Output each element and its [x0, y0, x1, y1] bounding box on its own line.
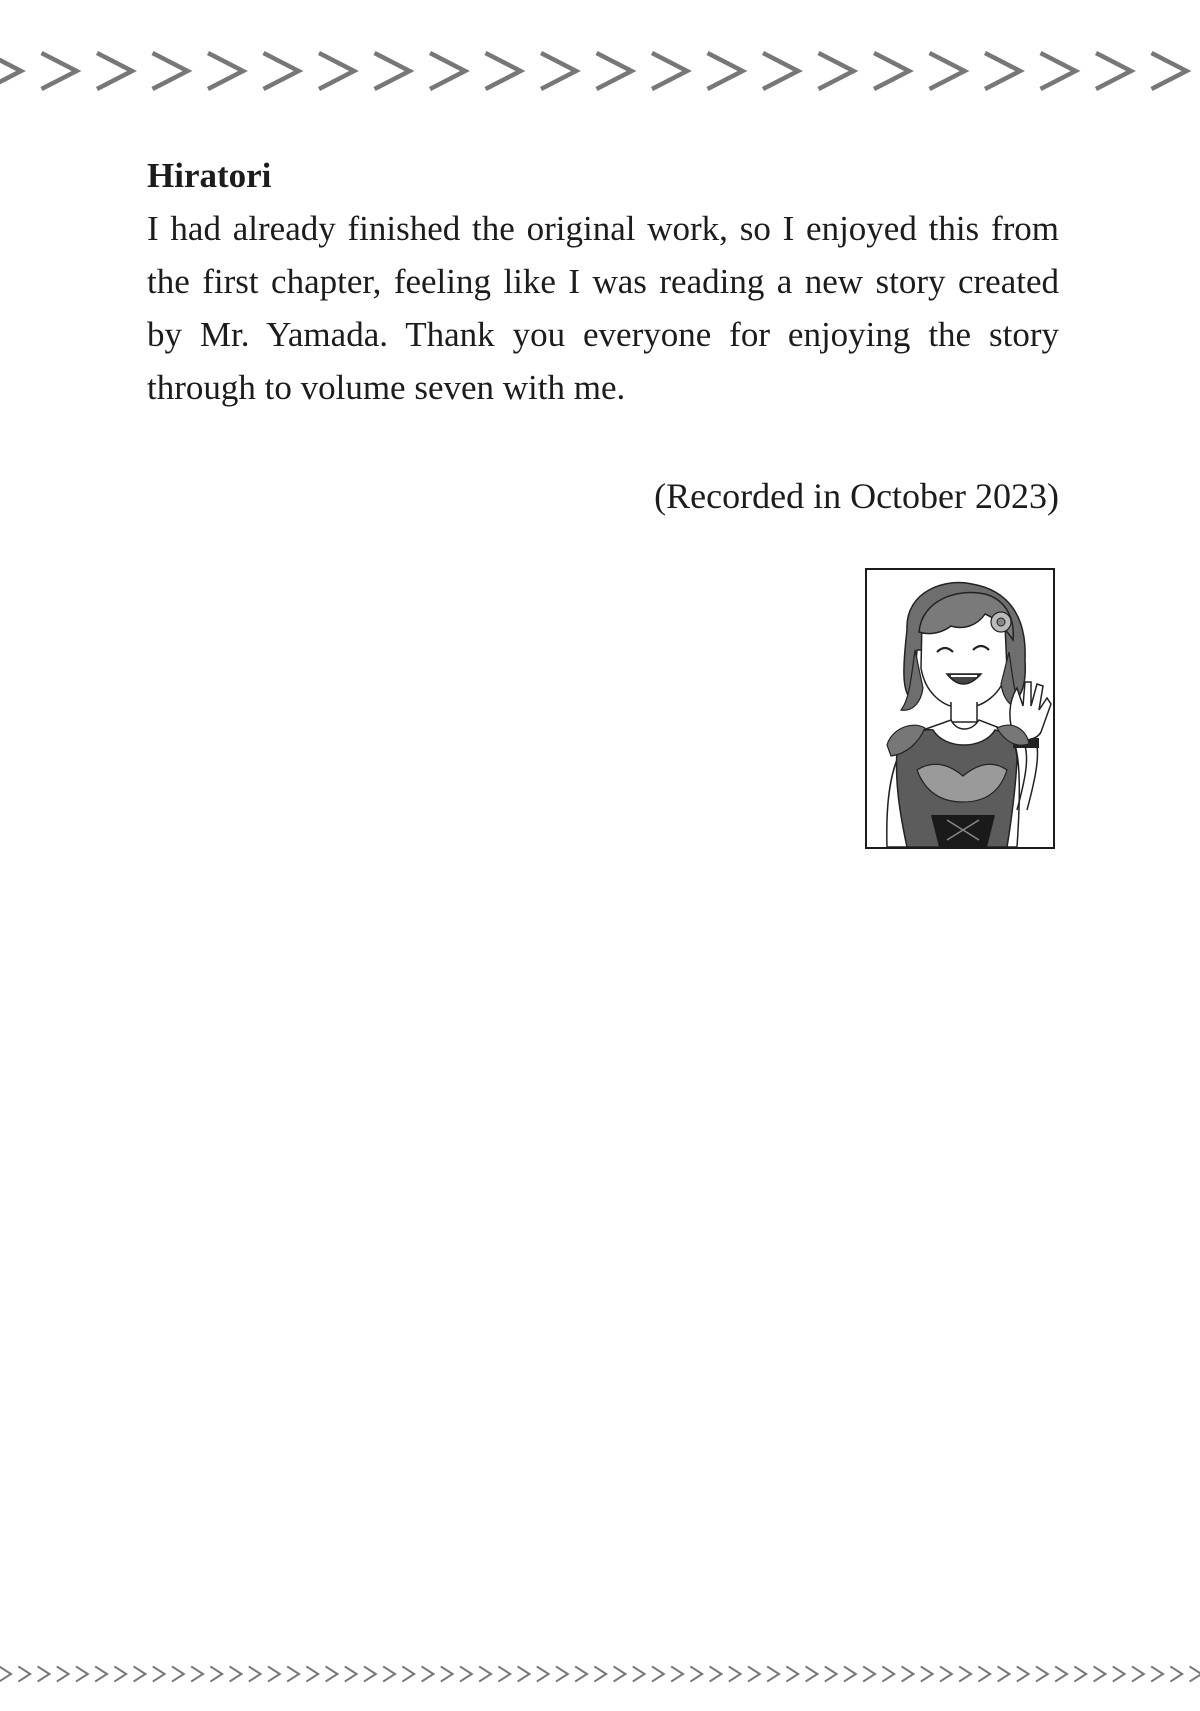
chevron-mark	[987, 54, 1020, 88]
chevron-mark	[1154, 54, 1187, 88]
chevron-mark	[432, 54, 465, 88]
chevron-mark	[634, 1667, 645, 1681]
chevron-mark	[321, 54, 354, 88]
chevron-mark	[115, 1667, 126, 1681]
chevron-mark	[998, 1667, 1009, 1681]
chevron-mark	[154, 1667, 165, 1681]
chevron-mark	[488, 54, 521, 88]
chevron-mark	[77, 1667, 88, 1681]
chevron-mark	[883, 1667, 894, 1681]
chevron-mark	[19, 1667, 30, 1681]
chevron-mark	[1056, 1667, 1067, 1681]
chevron-mark	[821, 54, 854, 88]
chevron-mark	[1043, 54, 1076, 88]
chevron-mark	[442, 1667, 453, 1681]
chevron-mark	[902, 1667, 913, 1681]
chevron-mark	[595, 1667, 606, 1681]
bottom-chevron-border	[0, 1661, 1200, 1687]
chevron-mark	[461, 1667, 472, 1681]
chevron-mark	[710, 1667, 721, 1681]
chevron-mark	[1098, 54, 1131, 88]
chevron-mark	[557, 1667, 568, 1681]
chevron-mark	[480, 1667, 491, 1681]
chevron-mark	[979, 1667, 990, 1681]
chevron-mark	[173, 1667, 184, 1681]
chevron-mark	[826, 1667, 837, 1681]
chevron-mark	[155, 54, 188, 88]
chevron-mark	[44, 54, 77, 88]
chevron-mark	[599, 54, 632, 88]
chevron-mark	[543, 54, 576, 88]
chevron-mark	[326, 1667, 337, 1681]
chevron-mark	[1190, 1667, 1200, 1681]
chevron-mark	[192, 1667, 203, 1681]
chevron-mark	[0, 54, 21, 88]
chevron-mark	[1037, 1667, 1048, 1681]
chevron-mark	[403, 1667, 414, 1681]
chevron-mark	[346, 1667, 357, 1681]
chevron-mark	[653, 1667, 664, 1681]
chevron-mark	[1018, 1667, 1029, 1681]
chevron-mark	[307, 1667, 318, 1681]
chevron-mark	[1114, 1667, 1125, 1681]
chevron-mark	[1152, 1667, 1163, 1681]
chevron-mark	[538, 1667, 549, 1681]
author-name: Hiratori	[147, 156, 272, 195]
chevron-mark	[672, 1667, 683, 1681]
chevron-mark	[876, 54, 909, 88]
chevron-mark	[691, 1667, 702, 1681]
chevron-mark	[864, 1667, 875, 1681]
author-comment: I had already finished the original work, so I enjoyed this from the first chapter, feeling like I was reading a new story created by Mr. Yamada. Thank you everyone for enjoying the story through to volume seven with me.	[147, 209, 1059, 407]
chevron-mark	[384, 1667, 395, 1681]
chevron-mark	[365, 1667, 376, 1681]
chevron-border-top-svg	[0, 44, 1200, 98]
chevron-mark	[922, 1667, 933, 1681]
chevron-mark	[845, 1667, 856, 1681]
chevron-mark	[941, 1667, 952, 1681]
chevron-mark	[210, 54, 243, 88]
chevron-mark	[288, 1667, 299, 1681]
chevron-mark	[422, 1667, 433, 1681]
chevron-mark	[1171, 1667, 1182, 1681]
chevron-mark	[806, 1667, 817, 1681]
top-chevron-border	[0, 44, 1200, 98]
chevron-mark	[58, 1667, 69, 1681]
chevron-mark	[765, 54, 798, 88]
chevron-mark	[134, 1667, 145, 1681]
chevron-mark	[377, 54, 410, 88]
chevron-mark	[1133, 1667, 1144, 1681]
chevron-mark	[96, 1667, 107, 1681]
chevron-mark	[99, 54, 132, 88]
chevron-mark	[518, 1667, 529, 1681]
chevron-mark	[614, 1667, 625, 1681]
chevron-mark	[1075, 1667, 1086, 1681]
chevron-border-bottom-svg	[0, 1661, 1200, 1687]
chevron-mark	[960, 1667, 971, 1681]
chevron-mark	[211, 1667, 222, 1681]
chevron-mark	[710, 54, 743, 88]
chevron-mark	[1094, 1667, 1105, 1681]
chevron-mark	[768, 1667, 779, 1681]
chevron-mark	[787, 1667, 798, 1681]
chevron-mark	[0, 1667, 11, 1681]
chevron-mark	[269, 1667, 280, 1681]
chevron-mark	[499, 1667, 510, 1681]
chevron-mark	[654, 54, 687, 88]
chevron-mark	[932, 54, 965, 88]
girl-waving-illustration	[867, 570, 1053, 847]
author-note	[147, 150, 1059, 414]
chevron-mark	[576, 1667, 587, 1681]
author-portrait-illustration	[865, 568, 1055, 849]
chevron-mark	[250, 1667, 261, 1681]
recorded-date-note: (Recorded in October 2023)	[654, 476, 1059, 516]
chevron-mark	[749, 1667, 760, 1681]
chevron-mark	[230, 1667, 241, 1681]
chevron-mark	[730, 1667, 741, 1681]
chevron-mark	[266, 54, 299, 88]
chevron-mark	[38, 1667, 49, 1681]
